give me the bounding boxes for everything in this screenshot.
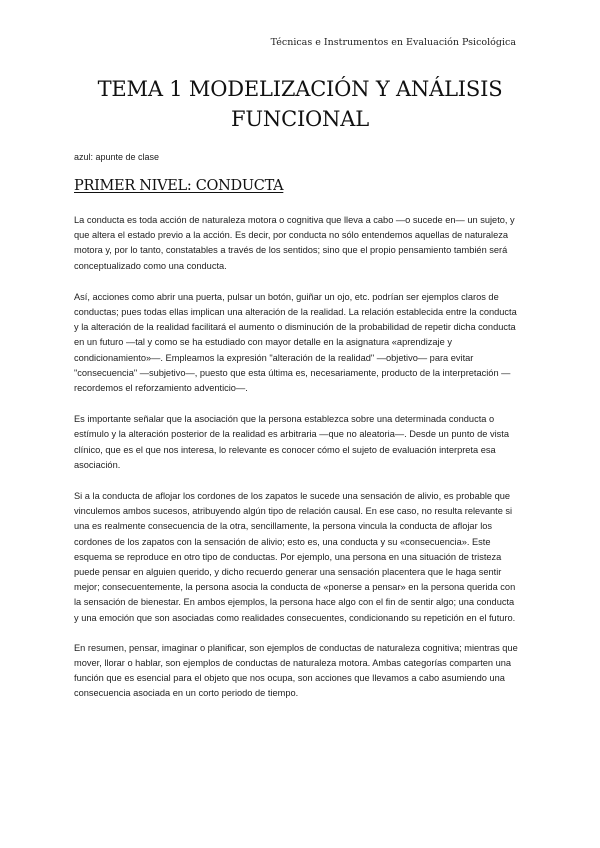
page-title-line-1: TEMA 1 MODELIZACIÓN Y ANÁLISIS xyxy=(97,77,503,101)
body-paragraph: La conducta es toda acción de naturaleza motora o cognitiva que lleva a cabo —o sucede en— un sujeto, y que altera el estado previo a la acción. Es decir, por conducta no sólo entendemos aquellas de naturaleza motora y, por lo tanto, constatables a través de los sentidos; sino que el propio pensamiento también será conceptualizado como una conducta. xyxy=(74,215,515,271)
section-heading: PRIMER NIVEL: CONDUCTA xyxy=(74,178,284,194)
page-title xyxy=(0,74,600,134)
document-body xyxy=(74,213,518,718)
body-paragraph: En resumen, pensar, imaginar o planificar, son ejemplos de conductas de naturaleza cognitiva; mientras que mover, llorar o hablar, son ejemplos de conductas de naturaleza motora. Ambas categorías comparten una función que es esencial para el objeto que nos ocupa, son acciones que llevamos a cabo asumiendo una consecuencia asociada en un corto periodo de tiempo. xyxy=(74,642,518,699)
body-paragraph: Así, acciones como abrir una puerta, pulsar un botón, guiñar un ojo, etc. podrían ser ejemplos claros de conductas; pues todas ellas implican una alteración de la realidad. La relación establecida entre la conducta y la alteración de la realidad facilitará el aumento o disminución de la probabilidad de repetir dicha conducta en un futuro —tal y como se ha estudiado con mayor detalle en la asignatura «aprendizaje y condicionamiento»—. Empleamos la expresión "alteración de la realidad" —objetivo— para evitar "consecuencia" —subjetivo—, puesto que esta última es, necesariamente, producto de la interpretación —recordemos el reforzamiento adventicio—. xyxy=(74,291,517,394)
running-header: Técnicas e Instrumentos en Evaluación Psicológica xyxy=(270,37,516,48)
color-legend-note: azul: apunte de clase xyxy=(74,152,160,162)
page-title-line-2: FUNCIONAL xyxy=(231,107,369,131)
body-paragraph: Si a la conducta de aflojar los cordones de los zapatos le sucede una sensación de alivio, es probable que vinculemos ambos sucesos, atribuyendo algún tipo de relación causal. En ese caso, no resulta relevante si una es realmente consecuencia de la otra, sencillamente, la persona vincula la conducta de aflojar los cordones de los zapatos con la sensación de alivio; esto es, una conducta y su «consecuencia». Este esquema se reproduce en otro tipo de conductas. Por ejemplo, una persona en una situación de tristeza puede pensar en alguien querido, y dicho recuerdo generar una sensación placentera que le haga sentir mejor; consecuentemente, la persona asocia la conducta de «ponerse a pensar» en la persona querida con la sensación de bienestar. En ambos ejemplos, la persona hace algo con el fin de sentir algo; una conducta y una emoción que son asociadas como realidades consecuentes, condicionando su repetición en el futuro. xyxy=(74,491,516,623)
body-paragraph: Es importante señalar que la asociación que la persona establezca sobre una determinada conducta o estímulo y la alteración posterior de la realidad es arbitraria —que no aleatoria—. Desde un punto de vista clínico, que es el que nos interesa, lo relevante es conocer cómo el sujeto de evaluación interpreta esa asociación. xyxy=(74,414,509,470)
